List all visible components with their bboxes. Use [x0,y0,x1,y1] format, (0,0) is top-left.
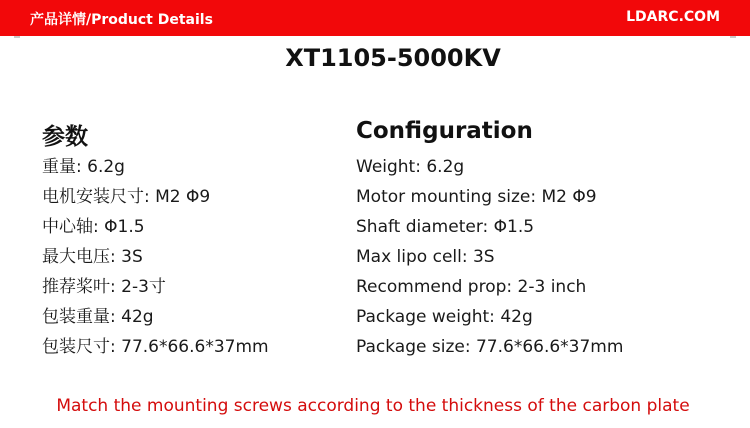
mounting-note: Match the mounting screws according to the thickness of the carbon plate [56,396,690,416]
product-details-label: 产品详情/Product Details [30,12,213,28]
divider-left [14,36,20,38]
specs-english [356,118,623,362]
spec-voltage-en: Max lipo cell: 3S [356,247,495,267]
specs-heading-cn: 参数 [42,124,88,150]
divider-right [730,36,736,38]
product-title: XT1105-5000KV [285,44,501,72]
header-bar [0,0,750,36]
spec-weight-en: Weight: 6.2g [356,157,465,177]
specs-heading-en: Configuration [356,118,533,144]
spec-mounting-cn: 电机安装尺寸: M2 Φ9 [42,187,211,207]
spec-shaft-en: Shaft diameter: Φ1.5 [356,217,535,237]
specs-chinese [42,118,269,362]
spec-mounting-en: Motor mounting size: M2 Φ9 [356,187,597,207]
spec-package-weight-en: Package weight: 42g [356,307,533,327]
spec-voltage-cn: 最大电压: 3S [42,247,143,267]
spec-prop-cn: 推荐桨叶: 2-3寸 [42,277,166,297]
spec-weight-cn: 重量: 6.2g [42,157,125,177]
spec-prop-en: Recommend prop: 2-3 inch [356,277,587,297]
spec-package-weight-cn: 包装重量: 42g [42,307,154,327]
site-link[interactable]: LDARC.COM [626,9,720,25]
spec-shaft-cn: 中心轴: Φ1.5 [42,217,145,237]
spec-package-size-cn: 包装尺寸: 77.6*66.6*37mm [42,337,269,357]
spec-package-size-en: Package size: 77.6*66.6*37mm [356,337,624,357]
